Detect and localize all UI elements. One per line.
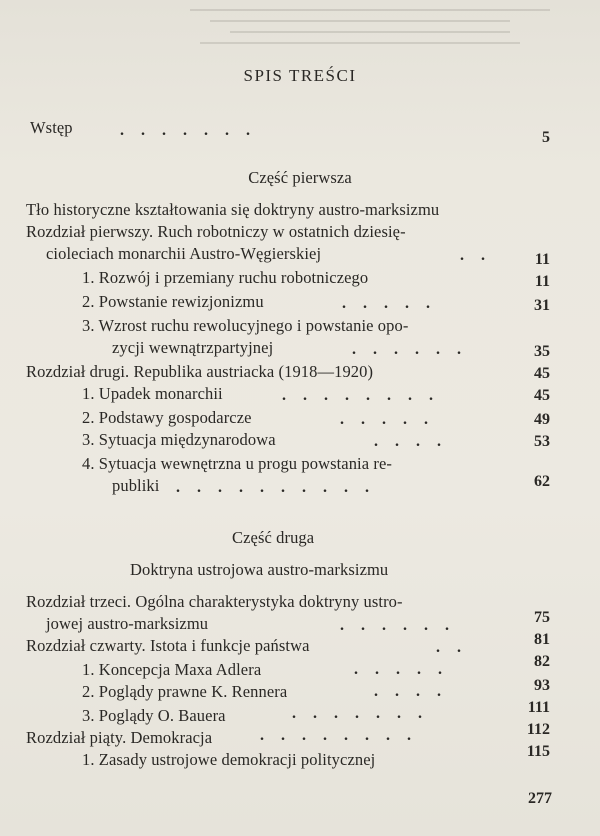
bleed-through-text (190, 0, 550, 60)
page-number: 62 (534, 473, 550, 490)
toc-item: 4. Sytuacja wewnętrzna u progu powstania re- (82, 454, 393, 473)
page-number: 53 (534, 433, 550, 450)
page-number: 35 (534, 343, 550, 360)
page-number: 81 (534, 631, 550, 648)
part-title: Część druga (232, 528, 315, 547)
leader-dots: .. (436, 639, 478, 656)
leader-dots: ........ (282, 387, 450, 404)
leader-dots: ..... (342, 295, 447, 312)
toc-item-cont: zycji wewnątrzpartyjnej (112, 338, 274, 357)
part-subtitle: Doktryna ustrojowa austro-marksizmu (130, 560, 389, 579)
toc-title: SPIS TREŚCI (243, 66, 357, 85)
page-number: 111 (527, 699, 550, 716)
chapter-heading: Rozdział piąty. Demokracja (26, 728, 213, 747)
page-number: 93 (534, 677, 550, 694)
leader-dots: ........ (260, 727, 428, 744)
toc-entry-wstep: Wstęp (30, 118, 73, 137)
chapter-heading: Rozdział czwarty. Istota i funkcje państwa (26, 636, 310, 655)
leader-dots: .... (374, 683, 458, 700)
page-number: 45 (534, 387, 550, 404)
leader-dots: ....... (292, 705, 439, 722)
chapter-heading: Rozdział pierwszy. Ruch robotniczy w ostatnich dziesię- (26, 222, 406, 241)
toc-item: 2. Podstawy gospodarcze (82, 408, 252, 427)
leader-dots: ..... (354, 661, 459, 678)
chapter-heading-cont: jowej austro-marksizmu (46, 614, 209, 633)
page-number: 112 (526, 721, 550, 738)
page-number: 11 (534, 251, 550, 268)
toc-item: 1. Koncepcja Maxa Adlera (82, 660, 262, 679)
leader-dots: .. (460, 247, 502, 264)
part-subtitle: Tło historyczne kształtowania się doktryny austro-marksizmu (26, 200, 440, 219)
page-number: 31 (534, 297, 550, 314)
page-number: 82 (534, 653, 550, 670)
page-number: 45 (534, 365, 550, 382)
page-number: 115 (526, 743, 550, 760)
page-number: 49 (534, 411, 550, 428)
toc-item: 2. Powstanie rewizjonizmu (82, 292, 264, 311)
leader-dots: .......... (176, 479, 386, 496)
page-number: 5 (542, 129, 550, 146)
leader-dots: ..... (340, 411, 445, 428)
toc-item: 1. Rozwój i przemiany ruchu robotniczego (82, 268, 369, 287)
toc-item: 1. Upadek monarchii (82, 384, 223, 403)
toc-item: 1. Zasady ustrojowe demokracji politycznej (82, 750, 376, 769)
leader-dots: ...... (352, 341, 478, 358)
toc-item-cont: publiki (112, 476, 160, 495)
page-number: 11 (534, 273, 550, 290)
leader-dots: .... (374, 433, 458, 450)
folio-page-number: 277 (528, 790, 552, 807)
leader-dots: ....... (120, 122, 267, 139)
chapter-heading: Rozdział trzeci. Ogólna charakterystyka doktryny ustro- (26, 592, 403, 611)
toc-item: 3. Wzrost ruchu rewolucyjnego i powstanie opo- (82, 316, 409, 335)
toc-item: 3. Poglądy O. Bauera (82, 706, 226, 725)
part-title: Część pierwsza (248, 168, 352, 187)
toc-item: 3. Sytuacja międzynarodowa (82, 430, 276, 449)
page-number: 75 (534, 609, 550, 626)
chapter-heading: Rozdział drugi. Republika austriacka (1918—1920) (26, 362, 374, 381)
toc-item: 2. Poglądy prawne K. Rennera (82, 682, 288, 701)
chapter-heading-cont: cioleciach monarchii Austro-Węgierskiej (46, 244, 322, 263)
leader-dots: ...... (340, 617, 466, 634)
